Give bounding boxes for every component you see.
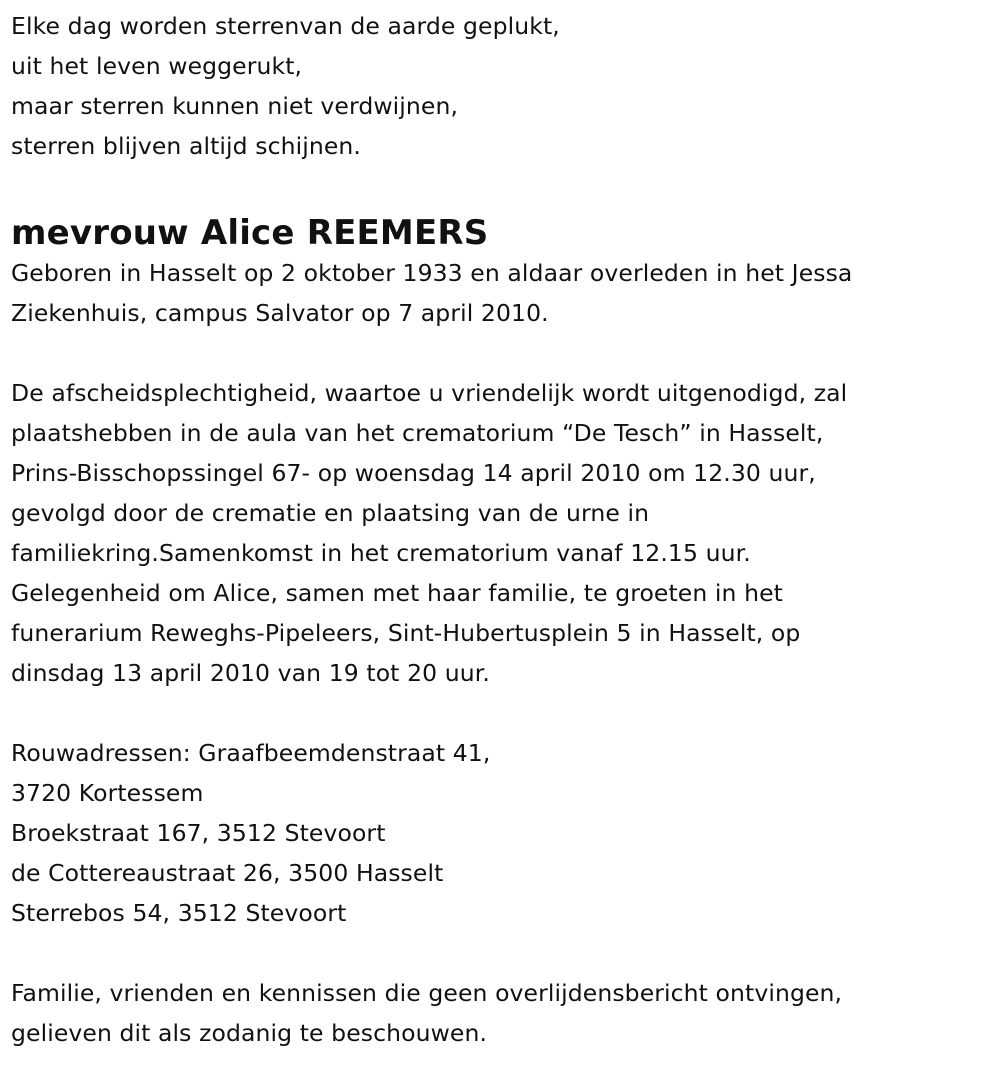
closing-note (11, 973, 991, 1053)
address-line: de Cottereaustraat 26, 3500 Hasselt (11, 859, 444, 887)
paragraph-gap (11, 933, 991, 973)
text-line: Ziekenhuis, campus Salvator op 7 april 2010. (11, 299, 549, 327)
poem-line: uit het leven weggerukt, (11, 52, 303, 80)
address-line: Broekstraat 167, 3512 Stevoort (11, 819, 386, 847)
deceased-name: mevrouw Alice REEMERS (11, 213, 489, 253)
text-line: Gelegenheid om Alice, samen met haar familie, te groeten in het (11, 579, 783, 607)
poem-line: Elke dag worden sterrenvan de aarde geplukt, (11, 12, 560, 40)
text-line: plaatshebben in de aula van het crematorium “De Tesch” in Hasselt, (11, 419, 824, 447)
ceremony-info (11, 373, 991, 693)
address-line: Rouwadressen: Graafbeemdenstraat 41, (11, 739, 491, 767)
text-line: familiekring.Samenkomst in het crematorium vanaf 12.15 uur. (11, 539, 751, 567)
obituary-notice (11, 0, 991, 1053)
text-line: Prins-Bisschopssingel 67- op woensdag 14 april 2010 om 12.30 uur, (11, 459, 816, 487)
poem (11, 6, 991, 166)
paragraph-gap (11, 333, 991, 373)
text-line: funerarium Reweghs-Pipeleers, Sint-Hubertusplein 5 in Hasselt, op (11, 619, 801, 647)
text-line: Familie, vrienden en kennissen die geen overlijdensbericht ontvingen, (11, 979, 843, 1007)
address-line: 3720 Kortessem (11, 779, 204, 807)
text-line: dinsdag 13 april 2010 van 19 tot 20 uur. (11, 659, 490, 687)
poem-line: sterren blijven altijd schijnen. (11, 132, 361, 160)
address-line: Sterrebos 54, 3512 Stevoort (11, 899, 347, 927)
text-line: gelieven dit als zodanig te beschouwen. (11, 1019, 488, 1047)
paragraph-gap (11, 693, 991, 733)
mourning-addresses (11, 733, 991, 933)
poem-line: maar sterren kunnen niet verdwijnen, (11, 92, 459, 120)
text-line: gevolgd door de crematie en plaatsing van de urne in (11, 499, 650, 527)
text-line: Geboren in Hasselt op 2 oktober 1933 en aldaar overleden in het Jessa (11, 259, 853, 287)
text-line: De afscheidsplechtigheid, waartoe u vriendelijk wordt uitgenodigd, zal (11, 379, 848, 407)
birth-death-info (11, 253, 991, 333)
